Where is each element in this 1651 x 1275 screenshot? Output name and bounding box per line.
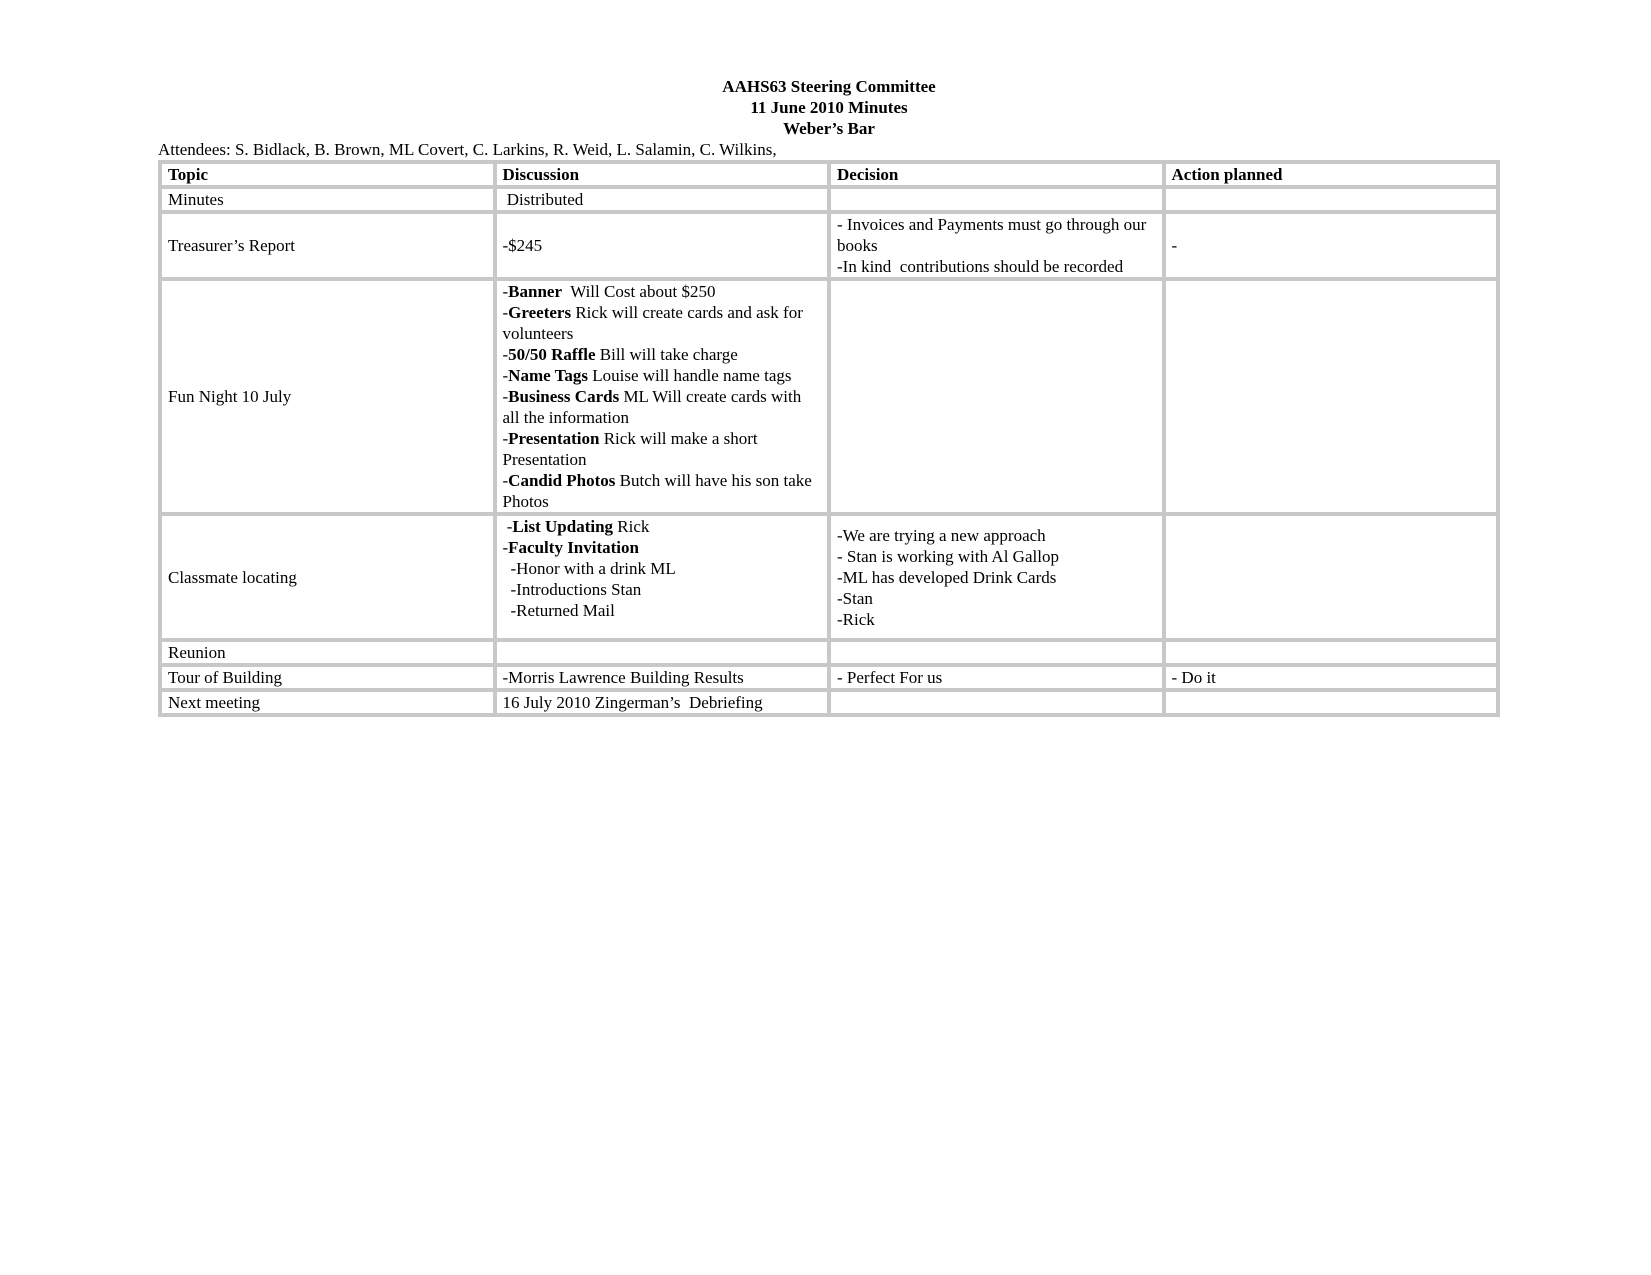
discussion-item: -Business Cards ML Will create cards with all the information [502, 387, 806, 427]
minutes-table [158, 160, 1500, 717]
decision-cell [829, 212, 1164, 279]
discussion-subitem: -Introductions Stan [510, 580, 642, 599]
discussion-item: -Name Tags Louise will handle name tags [502, 366, 792, 385]
discussion-text: Distributed [502, 190, 584, 209]
topic-cell: Reunion [160, 640, 495, 665]
topic-cell: Treasurer’s Report [160, 212, 495, 279]
item-label: Greeters [508, 303, 572, 322]
decision-line: -Stan [837, 588, 873, 608]
item-label: Banner [508, 282, 563, 301]
discussion-item: -List Updating Rick [502, 517, 650, 536]
decision-line: -In kind contributions should be recorded [837, 257, 1124, 276]
action-cell [1164, 690, 1499, 715]
attendees-line: Attendees: S. Bidlack, B. Brown, ML Covert, C. Larkins, R. Weid, L. Salamin, C. Wilkins, [158, 140, 777, 159]
table-row [160, 187, 1498, 212]
discussion-item: -Presentation Rick will make a short Presentation [502, 429, 762, 469]
discussion-item: -Faculty Invitation [502, 538, 639, 557]
action-cell [1164, 187, 1499, 212]
item-label: Name Tags [508, 366, 588, 385]
item-label: Business Cards [508, 387, 620, 406]
discussion-cell [495, 279, 830, 514]
table-header-row [160, 162, 1498, 187]
table-row [160, 640, 1498, 665]
decision-cell [829, 279, 1164, 514]
discussion-cell: -$245 [495, 212, 830, 279]
discussion-item: -Greeters Rick will create cards and ask for volunteers [502, 303, 808, 343]
table-row [160, 690, 1498, 715]
item-text: Butch will have his son take Photos [502, 471, 817, 511]
topic-cell: Fun Night 10 July [160, 279, 495, 514]
item-label: 50/50 Raffle [508, 345, 596, 364]
decision-cell: - Perfect For us [829, 665, 1164, 690]
discussion-subitem: -Honor with a drink ML [510, 559, 676, 578]
header-action-planned: Action planned [1164, 162, 1499, 187]
decision-cell [829, 690, 1164, 715]
discussion-item: -Banner Will Cost about $250 [502, 282, 716, 301]
item-label: Presentation [508, 429, 600, 448]
action-cell [1164, 279, 1499, 514]
header-topic: Topic [160, 162, 495, 187]
decision-cell [829, 640, 1164, 665]
header-decision: Decision [829, 162, 1164, 187]
item-label: List Updating [512, 517, 614, 536]
item-text: Rick [613, 517, 650, 536]
table-row [160, 212, 1498, 279]
discussion-cell [495, 187, 830, 212]
minutes-document [158, 76, 1500, 717]
document-title: AAHS63 Steering Committee [722, 77, 936, 96]
discussion-cell: -Morris Lawrence Building Results [495, 665, 830, 690]
action-cell: - [1164, 212, 1499, 279]
item-text: ML Will create cards with all the information [502, 387, 806, 427]
item-label: Faculty Invitation [508, 538, 639, 557]
action-cell [1164, 514, 1499, 640]
discussion-cell [495, 640, 830, 665]
discussion-item: -Candid Photos Butch will have his son take Photos [502, 471, 817, 511]
header-discussion: Discussion [495, 162, 830, 187]
decision-line: -Rick [837, 609, 875, 629]
action-cell: - Do it [1164, 665, 1499, 690]
topic-cell: Classmate locating [160, 514, 495, 640]
discussion-cell [495, 690, 830, 715]
document-date: 11 June 2010 Minutes [750, 98, 908, 117]
table-row [160, 279, 1498, 514]
table-row [160, 665, 1498, 690]
item-text: Rick will create cards and ask for volunteers [502, 303, 808, 343]
discussion-cell [495, 514, 830, 640]
discussion-subitem: -Returned Mail [510, 601, 615, 620]
topic-cell: Tour of Building [160, 665, 495, 690]
decision-cell [829, 514, 1164, 640]
table-row [160, 514, 1498, 640]
topic-cell: Minutes [160, 187, 495, 212]
topic-cell: Next meeting [160, 690, 495, 715]
item-text: Louise will handle name tags [588, 366, 792, 385]
decision-cell [829, 187, 1164, 212]
decision-line: - Invoices and Payments must go through our books [837, 215, 1151, 255]
item-text: Will Cost about $250 [562, 282, 716, 301]
discussion-text: 16 July 2010 Zingerman’s Debriefing [502, 693, 763, 712]
decision-line: -ML has developed Drink Cards [837, 567, 1057, 587]
item-text: Bill will take charge [595, 345, 738, 364]
item-text: Rick will make a short Presentation [502, 429, 762, 469]
item-label: Candid Photos [508, 471, 616, 490]
action-cell [1164, 640, 1499, 665]
discussion-item: -50/50 Raffle Bill will take charge [502, 345, 738, 364]
document-location: Weber’s Bar [783, 119, 875, 138]
decision-line: - Stan is working with Al Gallop [837, 546, 1059, 566]
decision-line: -We are trying a new approach [837, 525, 1046, 545]
